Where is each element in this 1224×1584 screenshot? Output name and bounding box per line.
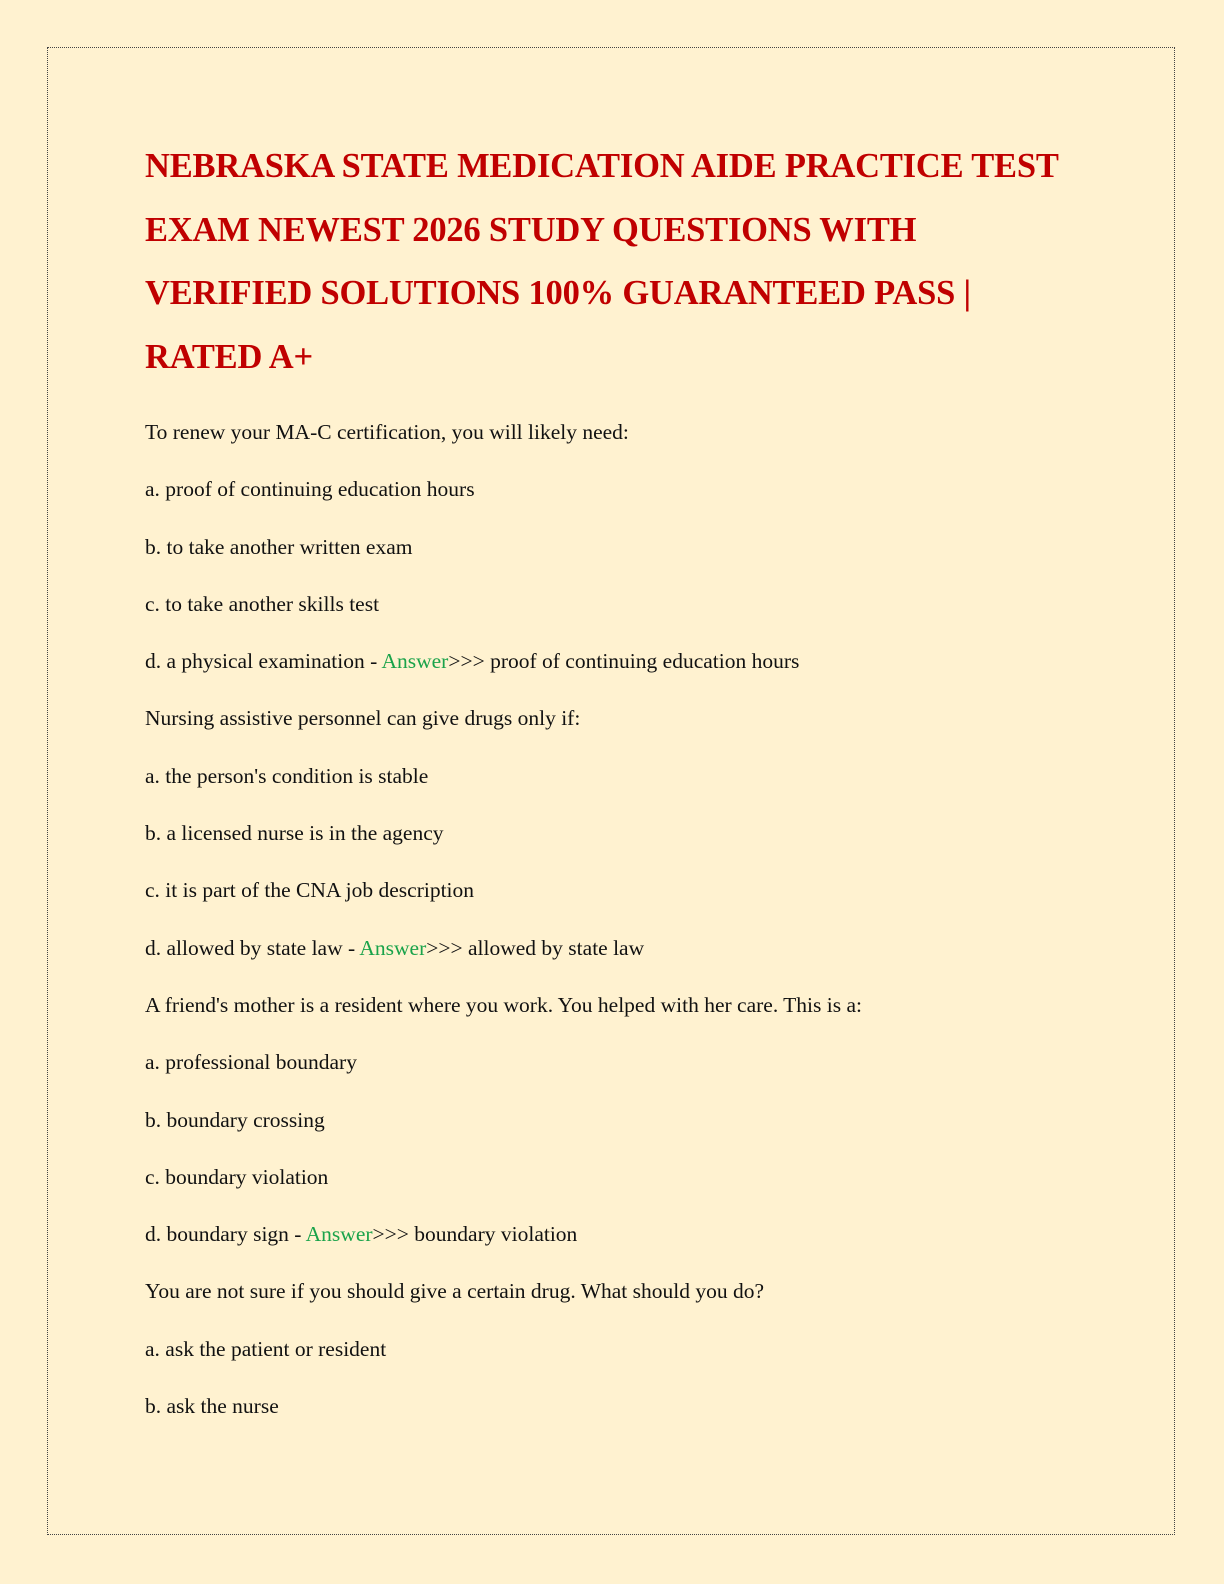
option-d-with-answer bbox=[145, 920, 1085, 977]
answer-text: boundary violation bbox=[408, 1222, 578, 1247]
answer-label: Answer bbox=[381, 649, 449, 674]
option-a: a. ask the patient or resident bbox=[145, 1336, 387, 1361]
option-d: d. a physical examination - bbox=[145, 649, 382, 674]
document-title: NEBRASKA STATE MEDICATION AIDE PRACTICE TEST EXAM NEWEST 2026 STUDY QUESTIONS WITH VERIFIED SOLUTIONS 100% GUARANTEED PASS | RATED A+ bbox=[145, 147, 1059, 376]
option-d-with-answer bbox=[145, 633, 1085, 690]
option-b: b. boundary crossing bbox=[145, 1107, 325, 1132]
answer-text: proof of continuing education hours bbox=[484, 649, 800, 674]
option-a: a. proof of continuing education hours bbox=[145, 477, 475, 502]
answer-label: Answer bbox=[305, 1222, 373, 1247]
option-b: b. a licensed nurse is in the agency bbox=[145, 821, 444, 846]
question-4 bbox=[145, 1263, 1085, 1435]
option-b: b. ask the nurse bbox=[145, 1394, 279, 1419]
question-prompt: A friend's mother is a resident where you work. You helped with her care. This is a: bbox=[145, 992, 863, 1017]
answer-separator: >>> bbox=[426, 935, 463, 960]
option-d-with-answer bbox=[145, 1206, 1085, 1263]
question-3 bbox=[145, 977, 1085, 1263]
option-d: d. allowed by state law - bbox=[145, 935, 360, 960]
option-a: a. the person's condition is stable bbox=[145, 763, 429, 788]
answer-label: Answer bbox=[359, 935, 427, 960]
question-1 bbox=[145, 404, 1085, 690]
option-c: c. it is part of the CNA job description bbox=[145, 878, 475, 903]
answer-separator: >>> bbox=[448, 649, 485, 674]
document-body bbox=[145, 135, 1085, 1435]
answer-text: allowed by state law bbox=[462, 935, 645, 960]
question-prompt: To renew your MA-C certification, you will likely need: bbox=[145, 420, 629, 444]
question-prompt: You are not sure if you should give a certain drug. What should you do? bbox=[145, 1279, 765, 1304]
option-c: c. to take another skills test bbox=[145, 591, 380, 616]
question-prompt: Nursing assistive personnel can give drugs only if: bbox=[145, 706, 581, 731]
option-a: a. professional boundary bbox=[145, 1050, 357, 1075]
question-2 bbox=[145, 690, 1085, 976]
option-b: b. to take another written exam bbox=[145, 534, 413, 559]
answer-separator: >>> bbox=[372, 1222, 409, 1247]
option-d: d. boundary sign - bbox=[145, 1222, 306, 1247]
option-c: c. boundary violation bbox=[145, 1164, 329, 1189]
